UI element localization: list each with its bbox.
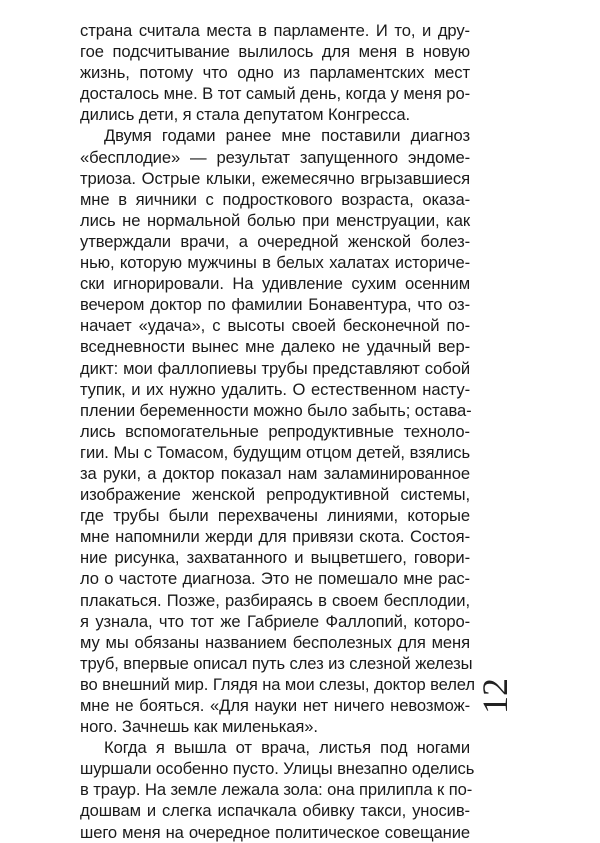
text-line: тупик, и их нужно удалить. О естественном насту- <box>80 379 470 399</box>
text-line: вседневности вынес мне далеко не удачный вер- <box>80 337 470 357</box>
text-line: дошвам и слегка испачкала обивку такси, уносив- <box>80 801 470 821</box>
text-line: плакаться. Позже, разбираясь в своем бесплодии, <box>80 590 470 610</box>
text-line: где трубы были перехвачены линиями, которые <box>80 506 470 526</box>
text-line: я узнала, что тот же Габриеле Фаллопий, которо- <box>80 611 470 631</box>
text-line: гое подсчитывание вылилось для меня в новую <box>80 42 470 62</box>
text-line: во внешний мир. Глядя на мои слезы, доктор велел <box>80 674 475 694</box>
text-line: ного. Зачнешь как миленькая». <box>80 717 318 737</box>
text-line: дились дети, я стала депутатом Конгресса. <box>80 105 410 125</box>
text-line: страна считала места в парламенте. И то, и дру- <box>80 21 470 40</box>
text-line: начает «удача», с высоты своей бесконечной по- <box>80 316 470 336</box>
text-line: ски игнорировали. На удивление сухим осенним <box>80 274 470 294</box>
text-line: изображение женской репродуктивной системы, <box>80 485 470 505</box>
text-line: утверждали врачи, а очередной женской болез- <box>80 231 470 251</box>
text-line: дикт: мои фаллопиевы трубы представляют собой <box>80 358 470 378</box>
text-line: труб, впервые описал путь слез из слезной железы <box>80 653 473 673</box>
body-text <box>80 20 475 843</box>
text-line: лись вспомогательные репродуктивные техноло- <box>80 421 470 441</box>
text-line: за руки, а доктор показал нам заламинированное <box>80 463 470 483</box>
text-line: «бесплодие» — результат запущенного эндоме- <box>80 147 470 167</box>
text-line: плении беременности можно было забыть; остава- <box>80 400 472 420</box>
text-line: мне не бояться. «Для науки нет ничего невозмож- <box>80 696 470 715</box>
text-line: ние рисунка, захватанного и выцветшего, говори- <box>80 548 470 568</box>
text-line: гии. Мы с Томасом, будущим отцом детей, взялись <box>80 442 470 462</box>
text-line: нью, которую мужчины в белых халатах историче- <box>80 253 470 273</box>
text-line: мне напомнили жерди для привязи скота. Состоя- <box>80 527 470 547</box>
text-line: Двумя годами ранее мне поставили диагноз <box>104 126 470 146</box>
page-number: 12 <box>475 678 515 714</box>
text-line: триоза. Острые клыки, ежемесячно вгрызавшиеся <box>80 168 470 188</box>
text-line: шего меня на очередное политическое совещание <box>80 822 470 842</box>
text-line: жизнь, потому что одно из парламентских мест <box>80 63 470 83</box>
text-line: Когда я вышла от врача, листья под ногами <box>104 738 470 758</box>
text-line: в траур. На земле лежала зола: она прилипла к по- <box>80 780 473 800</box>
text-line: мне в яичники с подросткового возраста, оказа- <box>80 189 470 209</box>
text-line: вечером доктор по фамилии Бонавентура, что оз- <box>80 295 470 315</box>
text-line: лись не нормальной болью при менструации, как <box>80 210 470 230</box>
text-line: шуршали особенно пусто. Улицы внезапно оделись <box>80 759 475 779</box>
text-line: досталось мне. В тот самый день, когда у меня ро- <box>80 84 470 104</box>
text-line: му мы обязаны названием бесполезных для меня <box>80 632 470 652</box>
text-line: ло о частоте диагноза. Это не помешало мне рас- <box>80 569 470 589</box>
